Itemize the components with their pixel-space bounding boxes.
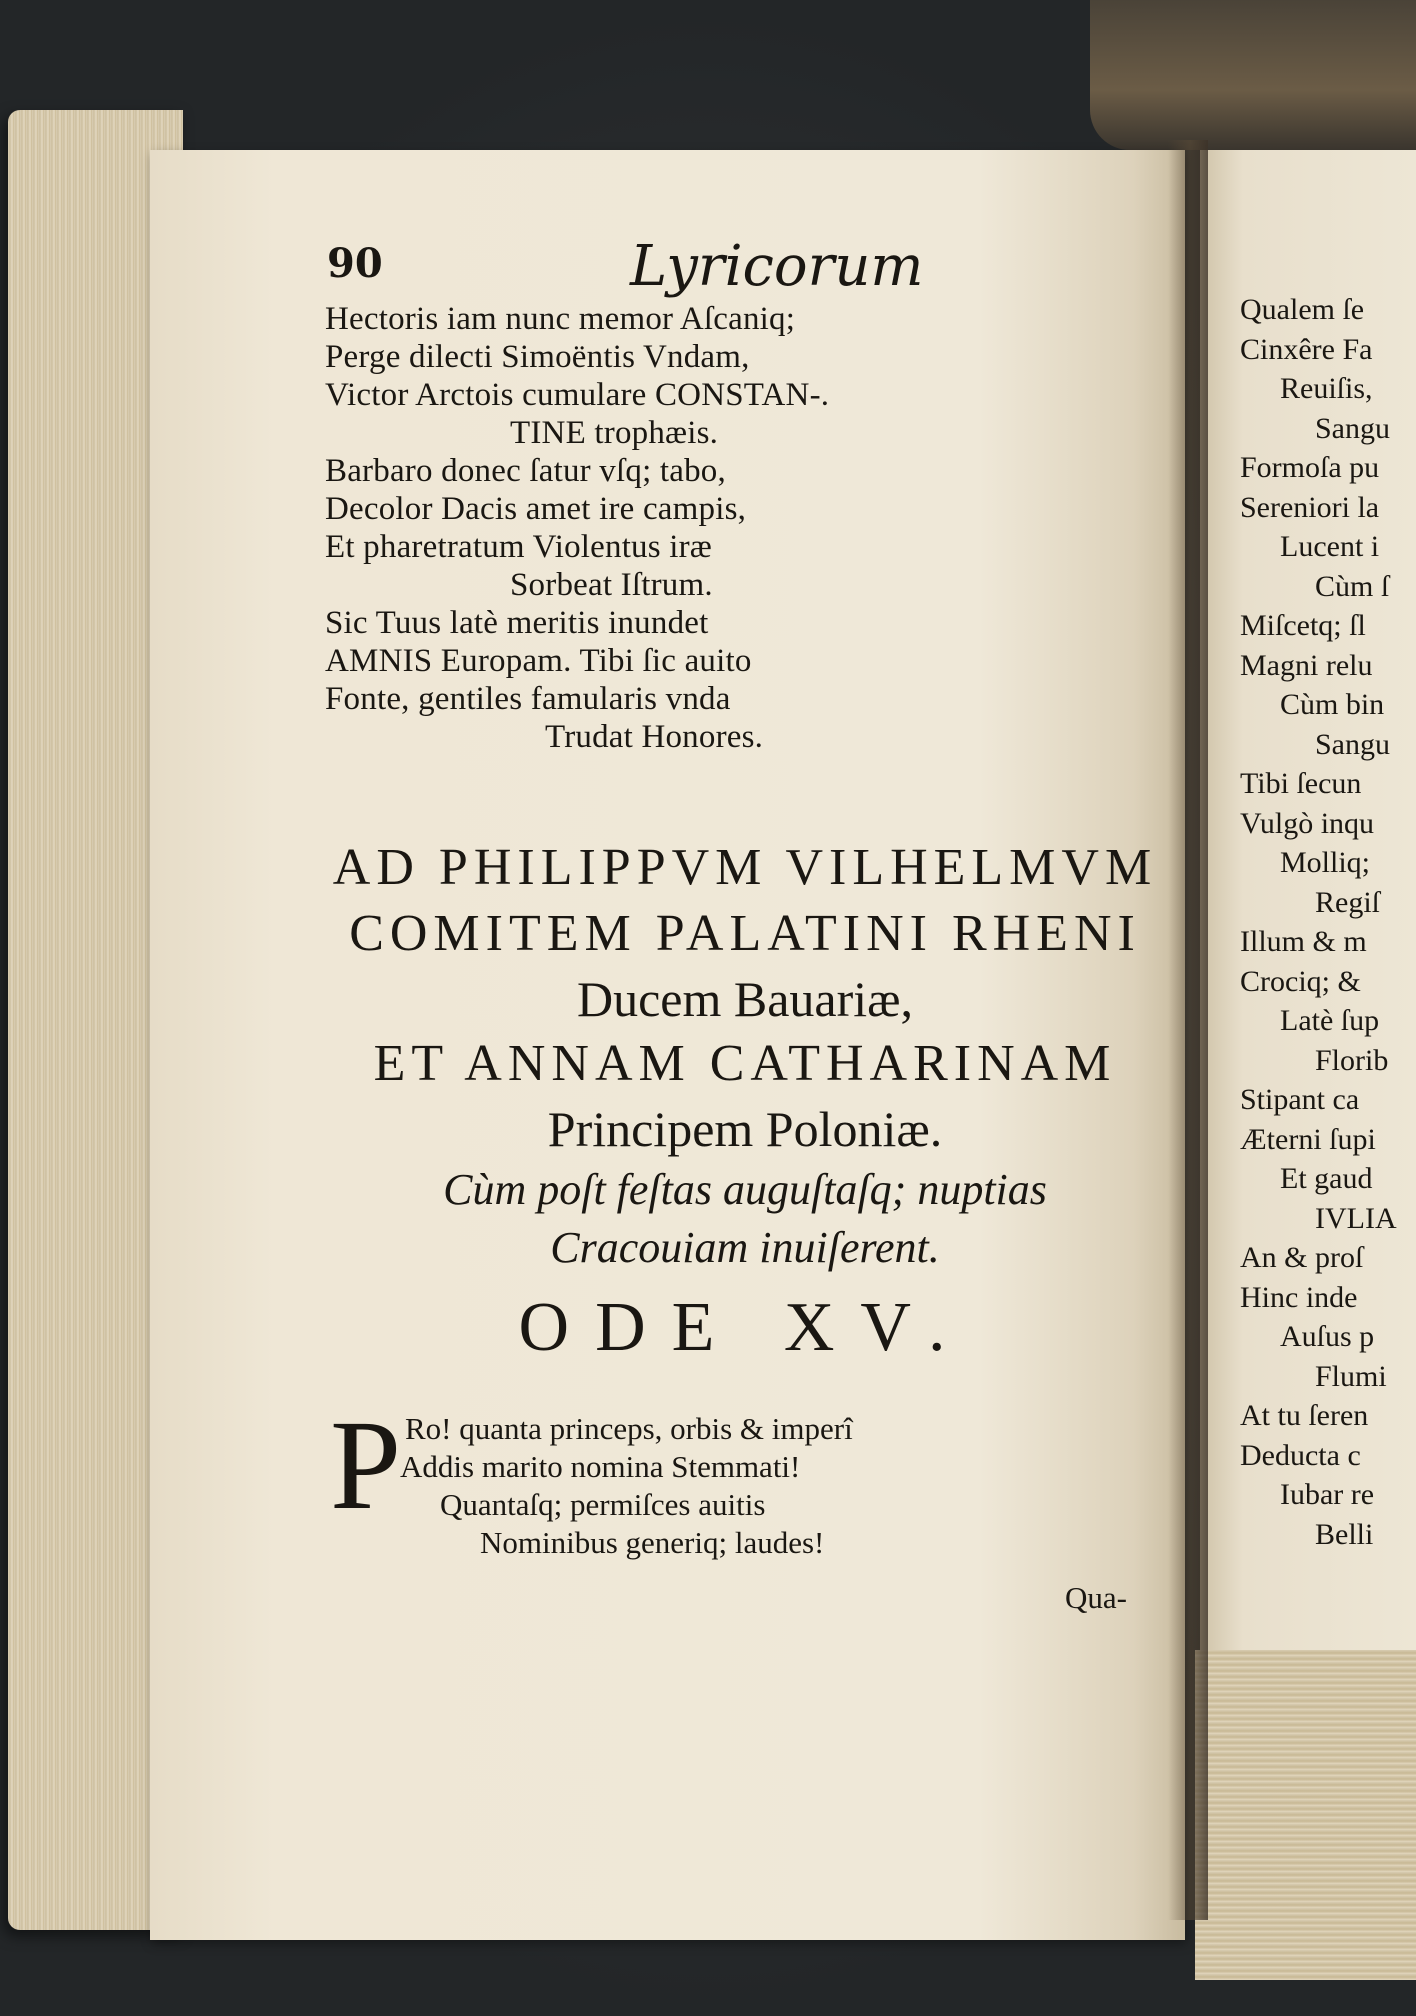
ode-line: Ro! quanta princeps, orbis & imperî xyxy=(405,1411,853,1446)
right-line: Molliq; xyxy=(1280,846,1371,879)
poem-line: Sorbeat Iſtrum. xyxy=(510,567,713,603)
heading-line: Principem Poloniæ. xyxy=(547,1101,943,1157)
right-line: Æterni ſupi xyxy=(1240,1122,1376,1156)
poem-line: Sic Tuus latè meritis inundet xyxy=(325,605,709,641)
ode-text xyxy=(330,1394,1150,1562)
right-line: Latè ſup xyxy=(1280,1004,1380,1037)
right-line: Cùm bin xyxy=(1280,688,1385,721)
ode-number: ODE XV. xyxy=(518,1289,972,1366)
right-line: Illum & m xyxy=(1240,925,1367,958)
page-number: 90 xyxy=(327,240,383,287)
right-page-text xyxy=(1240,290,1416,1554)
right-line: Sangu xyxy=(1315,727,1390,761)
right-line: Belli xyxy=(1315,1517,1374,1551)
right-line: An & proſ xyxy=(1240,1241,1364,1274)
ode-line: Quantaſq; permiſces auitis xyxy=(440,1487,766,1522)
right-line: Tibi ſecun xyxy=(1240,767,1362,800)
right-line: Reuiſis, xyxy=(1280,372,1373,405)
heading-line: COMITEM PALATINI RHENI xyxy=(349,905,1141,962)
right-line: Flumi xyxy=(1315,1359,1387,1393)
right-line: Regiſ xyxy=(1315,885,1380,919)
right-line: Hinc inde xyxy=(1240,1280,1358,1314)
drop-cap: P xyxy=(330,1394,402,1536)
right-line: Lucent i xyxy=(1280,530,1380,563)
ode-line: Nominibus generiq; laudes! xyxy=(480,1525,825,1560)
page-header xyxy=(325,234,1185,300)
catchword: Qua- xyxy=(1065,1580,1127,1615)
heading-line: Cracouiam inuiſerent. xyxy=(550,1223,940,1272)
right-line: IVLIA xyxy=(1315,1201,1397,1235)
poem-line: TINE trophæis. xyxy=(510,415,719,451)
poem-line: Trudat Honores. xyxy=(545,719,764,755)
poem-line: Perge dilecti Simoëntis Vndam, xyxy=(325,339,750,375)
poem-line: Decolor Dacis amet ire campis, xyxy=(325,491,747,527)
book-spine-top xyxy=(1090,0,1416,150)
heading-line: Cùm poſt feſtas auguſtaſq; nuptias xyxy=(443,1165,1047,1214)
right-line: Stipant ca xyxy=(1240,1083,1360,1116)
right-line: Deducta c xyxy=(1240,1438,1361,1472)
right-line: Et gaud xyxy=(1280,1162,1373,1195)
right-line: Iubar re xyxy=(1280,1478,1375,1511)
right-line: Cinxêre Fa xyxy=(1240,332,1373,366)
poem-line: AMNIS Europam. Tibi ſic auito xyxy=(325,643,752,679)
heading-line: AD PHILIPPVM VILHELMVM xyxy=(332,839,1158,896)
right-line: Sangu xyxy=(1315,411,1390,445)
right-line: Auſus p xyxy=(1280,1320,1375,1353)
poem-line: Hectoris iam nunc memor Aſcaniq; xyxy=(325,301,796,337)
right-line: Formoſa pu xyxy=(1240,451,1380,484)
ode-line: Addis marito nomina Stemmati! xyxy=(400,1449,801,1484)
left-page-text xyxy=(325,234,1185,756)
right-line: Miſcetq; ſl xyxy=(1240,609,1366,642)
right-line: At tu ſeren xyxy=(1240,1399,1369,1432)
poem-line: Fonte, gentiles famularis vnda xyxy=(325,681,731,717)
running-title: Lyricorum xyxy=(630,234,924,299)
right-line: Vulgò inqu xyxy=(1240,806,1375,840)
right-page-edges xyxy=(1195,1650,1416,1980)
right-line: Magni relu xyxy=(1240,648,1373,682)
ode-heading xyxy=(325,835,1165,1373)
right-line: Sereniori la xyxy=(1240,490,1380,524)
right-line: Crociq; & xyxy=(1240,964,1361,998)
poem-line: Et pharetratum Violentus iræ xyxy=(325,529,713,565)
right-line: Qualem ſe xyxy=(1240,293,1365,326)
right-line: Cùm ſ xyxy=(1315,569,1390,603)
right-line: Florib xyxy=(1315,1043,1389,1077)
poem-line: Barbaro donec ſatur vſq; tabo, xyxy=(325,453,726,489)
poem-line: Victor Arctois cumulare CONSTAN-. xyxy=(325,377,830,413)
heading-line: ET ANNAM CATHARINAM xyxy=(373,1035,1117,1092)
heading-line: Ducem Bauariæ, xyxy=(576,971,913,1027)
